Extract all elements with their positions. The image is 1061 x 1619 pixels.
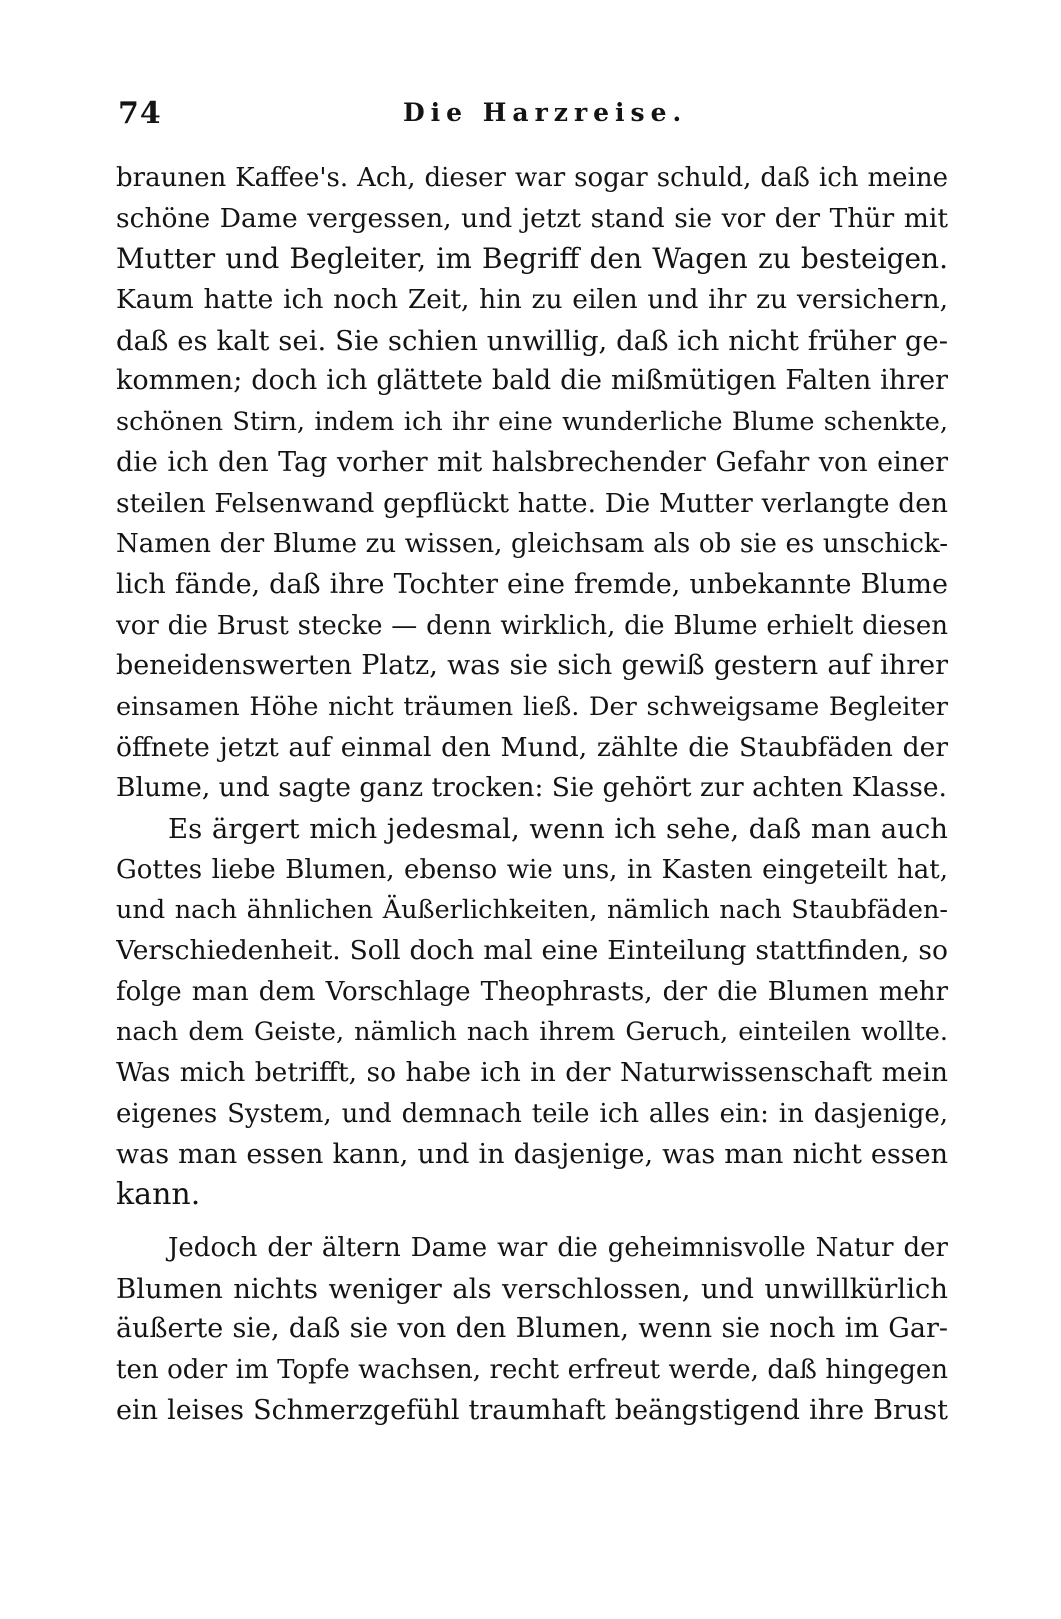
text-line: einsamen Höhe nicht träumen ließ. Der schweigsame Begleiter: [116, 691, 948, 722]
text-line: schönen Stirn, indem ich ihr eine wunderliche Blume schenkte,: [116, 407, 948, 438]
text-line: die ich den Tag vorher mit halsbrechender Gefahr von einer: [116, 446, 948, 478]
paragraph: [116, 809, 948, 1216]
text-line: Was mich betrifft, so habe ich in der Naturwissenschaft mein: [116, 1057, 948, 1089]
text-line: daß es kalt sei. Sie schien unwillig, daß ich nicht früher ge-: [116, 324, 948, 357]
text-line: vor die Brust stecke — denn wirklich, die Blume erhielt diesen: [116, 610, 948, 641]
text-line: Kaum hatte ich noch Zeit, hin zu eilen und ihr zu versichern,: [116, 284, 948, 316]
text-line: ten oder im Topfe wachsen, recht erfreut werde, daß hingegen: [116, 1354, 948, 1385]
text-line: braunen Kaffee's. Ach, dieser war sogar schuld, daß ich meine: [116, 163, 948, 193]
text-line: schöne Dame vergessen, und jetzt stand sie vor der Thür mit: [116, 202, 948, 234]
text-line: ein leises Schmerzgefühl traumhaft beängstigend ihre Brust: [116, 1394, 948, 1426]
text-line: lich fände, daß ihre Tochter eine fremde, unbekannte Blume: [116, 568, 948, 600]
text-line: äußerte sie, daß sie von den Blumen, wenn sie noch im Gar-: [116, 1313, 948, 1345]
text-line: Es ärgert mich jedesmal, wenn ich sehe, daß man auch: [168, 813, 948, 845]
paragraph: [116, 158, 948, 809]
page-header: [118, 96, 948, 146]
text-line: Verschiedenheit. Soll doch mal eine Einteilung stattfinden, so: [116, 935, 948, 967]
text-line: Gottes liebe Blumen, ebenso wie uns, in Kasten eingeteilt hat,: [116, 854, 948, 885]
page-number: 74: [118, 96, 162, 131]
text-line: steilen Felsenwand gepflückt hatte. Die Mutter verlangte den: [116, 487, 948, 519]
text-line: eigenes System, und demnach teile ich alles ein: in dasjenige,: [116, 1098, 948, 1129]
text-line: Blume, und sagte ganz trocken: Sie gehört zur achten Klasse.: [116, 772, 947, 804]
text-line: Blumen nichts weniger als verschlossen, und unwillkürlich: [116, 1272, 948, 1305]
text-line: Jedoch der ältern Dame war die geheimnisvolle Natur der: [168, 1232, 948, 1263]
text-line: Namen der Blume zu wissen, gleichsam als ob sie es unschick-: [116, 529, 948, 560]
text-line: Mutter und Begleiter, im Begriff den Wagen zu besteigen.: [116, 242, 948, 276]
text-line: nach dem Geiste, nämlich nach ihrem Geruch, einteilen wollte.: [116, 1017, 948, 1048]
text-line: beneidenswerten Platz, was sie sich gewiß gestern auf ihrer: [116, 650, 948, 682]
paragraph-gap: [116, 1216, 948, 1228]
page-body: [116, 158, 948, 1431]
text-line: und nach ähnlichen Äußerlichkeiten, nämlich nach Staubfäden-: [116, 895, 948, 926]
text-line: was man essen kann, und in dasjenige, was man nicht essen: [116, 1138, 948, 1170]
running-title: Die Harzreise.: [403, 98, 688, 127]
text-line: kann.: [116, 1177, 201, 1213]
text-line: folge man dem Vorschlage Theophrasts, der die Blumen mehr: [116, 976, 948, 1007]
paragraph: [116, 1228, 948, 1431]
text-line: öffnete jetzt auf einmal den Mund, zählte die Staubfäden der: [116, 731, 948, 763]
text-line: kommen; doch ich glättete bald die mißmütigen Falten ihrer: [116, 365, 948, 397]
